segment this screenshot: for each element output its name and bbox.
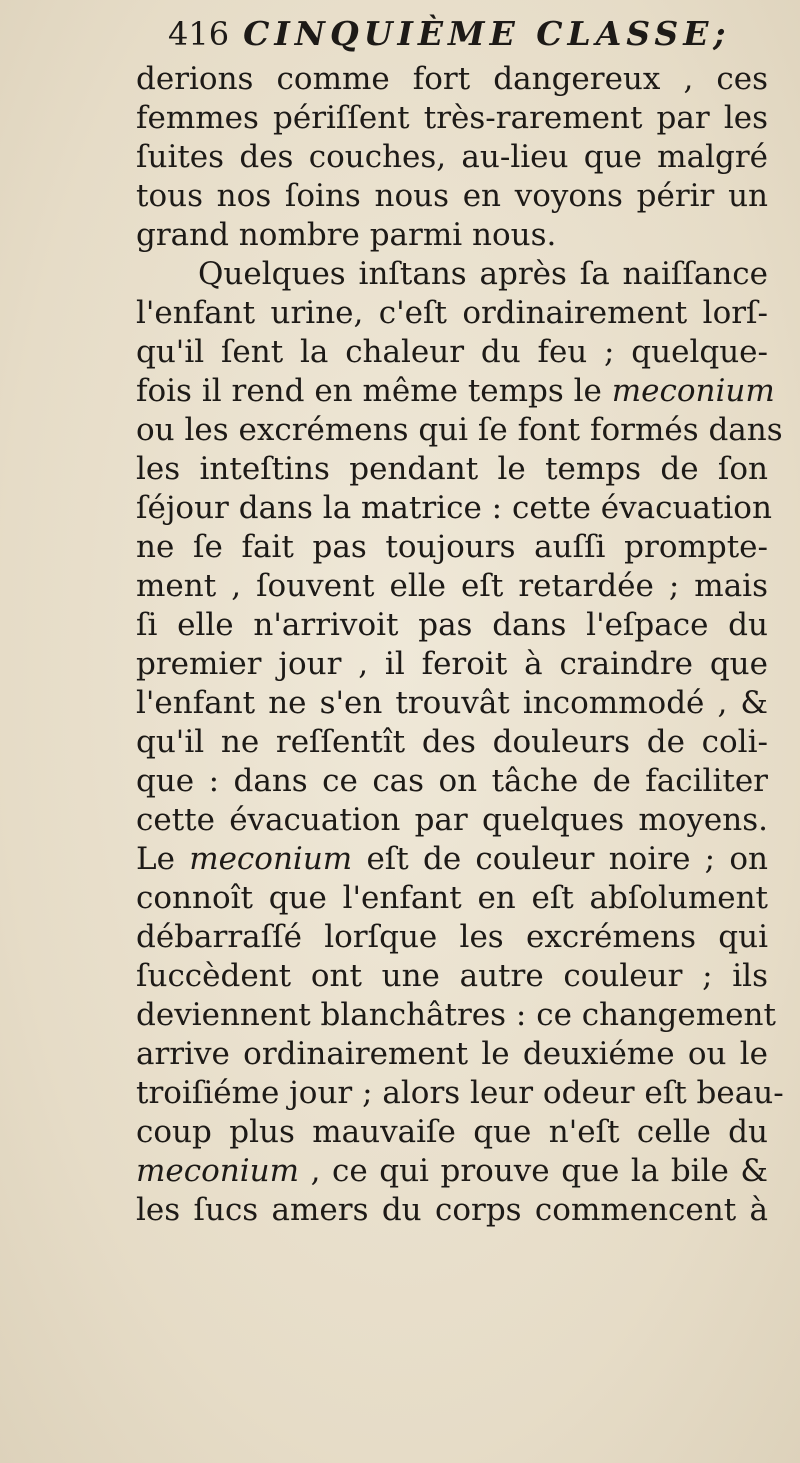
text-segment: troiſiéme jour ; alors leur odeur eſt beau- [136, 1075, 784, 1111]
text-segment: ſuccèdent ont une autre couleur ; ils [136, 958, 768, 994]
text-segment: qu'il ſent la chaleur du feu ; quelque- [136, 334, 768, 370]
paragraph [136, 255, 784, 1230]
text-segment: tous nos ſoins nous en voyons périr un [136, 178, 768, 214]
text-line [136, 996, 776, 1035]
text-line [136, 60, 768, 99]
body-text [136, 60, 784, 1230]
text-line [136, 372, 775, 411]
text-segment: ſi elle n'arrivoit pas dans l'eſpace du [136, 607, 768, 643]
paragraph [136, 60, 768, 255]
text-line [136, 762, 768, 801]
text-segment: , ce qui prouve que la bile & [299, 1153, 768, 1189]
text-segment: coup plus mauvaiſe que n'eſt celle du [136, 1114, 768, 1150]
text-segment: Le [136, 841, 190, 877]
text-line [136, 294, 768, 333]
text-line [136, 723, 768, 762]
text-segment: grand nombre parmi nous. [136, 217, 557, 253]
text-segment: Quelques inſtans après ſa naiſſance [198, 256, 768, 292]
text-segment: l'enfant ne s'en trouvât incommodé , & [136, 685, 768, 721]
text-line [136, 99, 768, 138]
text-segment: débarraſſé lorſque les excrémens qui [136, 919, 768, 955]
text-segment: les ſucs amers du corps commencent à [136, 1192, 768, 1228]
text-segment: deviennent blanchâtres : ce changement [136, 997, 776, 1033]
text-line [136, 918, 768, 957]
text-segment: l'enfant urine, c'eſt ordinairement lorſ- [136, 295, 768, 331]
text-line [136, 255, 768, 294]
text-segment: que : dans ce cas on tâche de faciliter [136, 763, 768, 799]
text-line [136, 801, 768, 840]
text-line [136, 450, 768, 489]
text-line [136, 1035, 768, 1074]
text-segment: arrive ordinairement le deuxiéme ou le [136, 1036, 768, 1072]
text-line [136, 177, 768, 216]
text-segment: derions comme fort dangereux , ces [136, 61, 768, 97]
text-segment: eſt de couleur noire ; on [352, 841, 768, 877]
running-head: CINQUIÈME CLASSE; [243, 14, 731, 53]
text-segment: les inteſtins pendant le temps de ſon [136, 451, 768, 487]
text-segment: ſuites des couches, au-lieu que malgré [136, 139, 768, 175]
text-line [136, 489, 772, 528]
text-segment: ou les excrémens qui ſe font formés dans [136, 412, 783, 448]
italic-term: meconium [136, 1153, 300, 1189]
text-segment: premier jour , il feroit à craindre que [136, 646, 768, 682]
text-line [136, 606, 768, 645]
text-segment: ment , ſouvent elle eſt retardée ; mais [136, 568, 768, 604]
text-line [136, 684, 768, 723]
text-segment: femmes périſſent très-rarement par les [136, 100, 768, 136]
text-line [136, 567, 768, 606]
text-line [136, 840, 768, 879]
text-line [136, 216, 768, 255]
text-segment: ne ſe fait pas toujours auſſi prompte- [136, 529, 768, 565]
text-segment: cette évacuation par quelques moyens. [136, 802, 768, 838]
text-segment: ſéjour dans la matrice : cette évacuation [136, 490, 772, 526]
text-line [136, 1113, 768, 1152]
text-line [136, 879, 768, 918]
text-line [136, 138, 768, 177]
text-line [136, 333, 768, 372]
italic-term: meconium [189, 841, 353, 877]
text-segment: connoît que l'enfant en eſt abſolument [136, 880, 768, 916]
text-line [136, 957, 768, 996]
text-line [136, 645, 768, 684]
text-segment: fois il rend en même temps le [136, 373, 612, 409]
text-line [136, 1191, 768, 1230]
text-segment: qu'il ne reſſentît des douleurs de coli- [136, 724, 768, 760]
text-line [136, 411, 783, 450]
page-number: 416 [168, 15, 230, 53]
text-line [136, 528, 768, 567]
text-line [136, 1152, 768, 1191]
italic-term: meconium [611, 373, 775, 409]
text-line [136, 1074, 784, 1113]
